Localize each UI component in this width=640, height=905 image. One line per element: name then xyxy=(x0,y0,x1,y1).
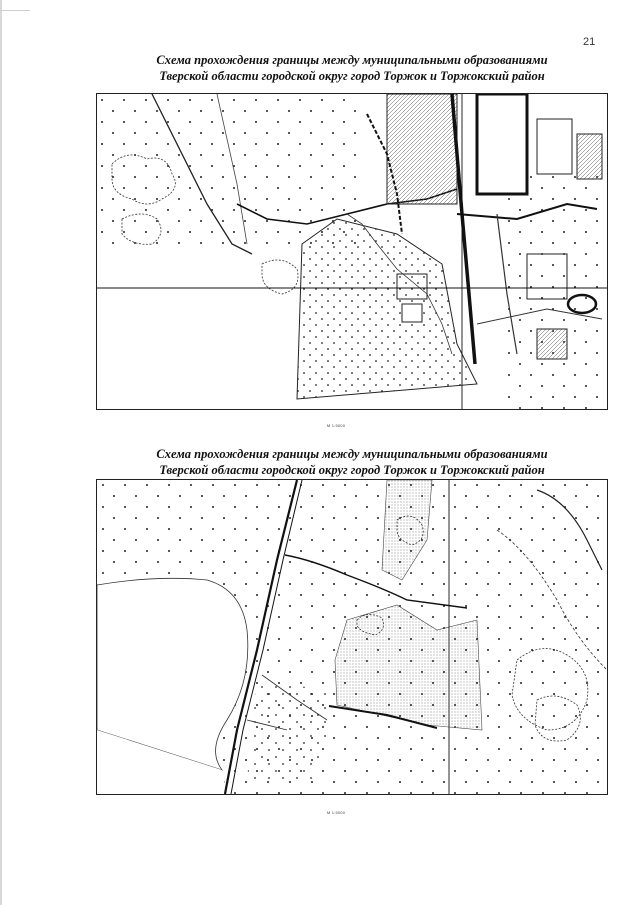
building xyxy=(402,304,422,322)
scheme-2-title-line-2: Тверской области городской округ город Торжок и Торжокский район xyxy=(159,463,545,477)
main-street xyxy=(452,94,475,364)
scheme-1-scale: М 1:5000 xyxy=(326,423,346,428)
scan-margin-line xyxy=(0,0,2,905)
building xyxy=(537,329,567,359)
open-field xyxy=(97,244,302,409)
scan-margin-tick xyxy=(0,10,30,11)
scheme-1-title-line-2: Тверской области городской округ город Торжок и Торжокский район xyxy=(159,69,545,83)
scheme-2-title-line-1: Схема прохождения границы между муниципальными образованиями xyxy=(156,447,548,461)
building xyxy=(387,94,457,204)
building xyxy=(537,119,572,174)
scheme-2-title xyxy=(96,446,608,478)
right-dotted-area xyxy=(507,174,607,409)
building xyxy=(577,134,602,179)
scheme-1-map xyxy=(96,93,608,410)
building xyxy=(477,94,527,194)
scheme-2-map xyxy=(96,479,608,795)
scheme-1-title-line-1: Схема прохождения границы между муниципальными образованиями xyxy=(156,53,548,67)
scheme-1-title xyxy=(96,52,608,84)
scheme-2-scale: М 1:5000 xyxy=(326,810,346,815)
parcel-dotted xyxy=(297,219,477,399)
page-number: 21 xyxy=(583,36,596,48)
